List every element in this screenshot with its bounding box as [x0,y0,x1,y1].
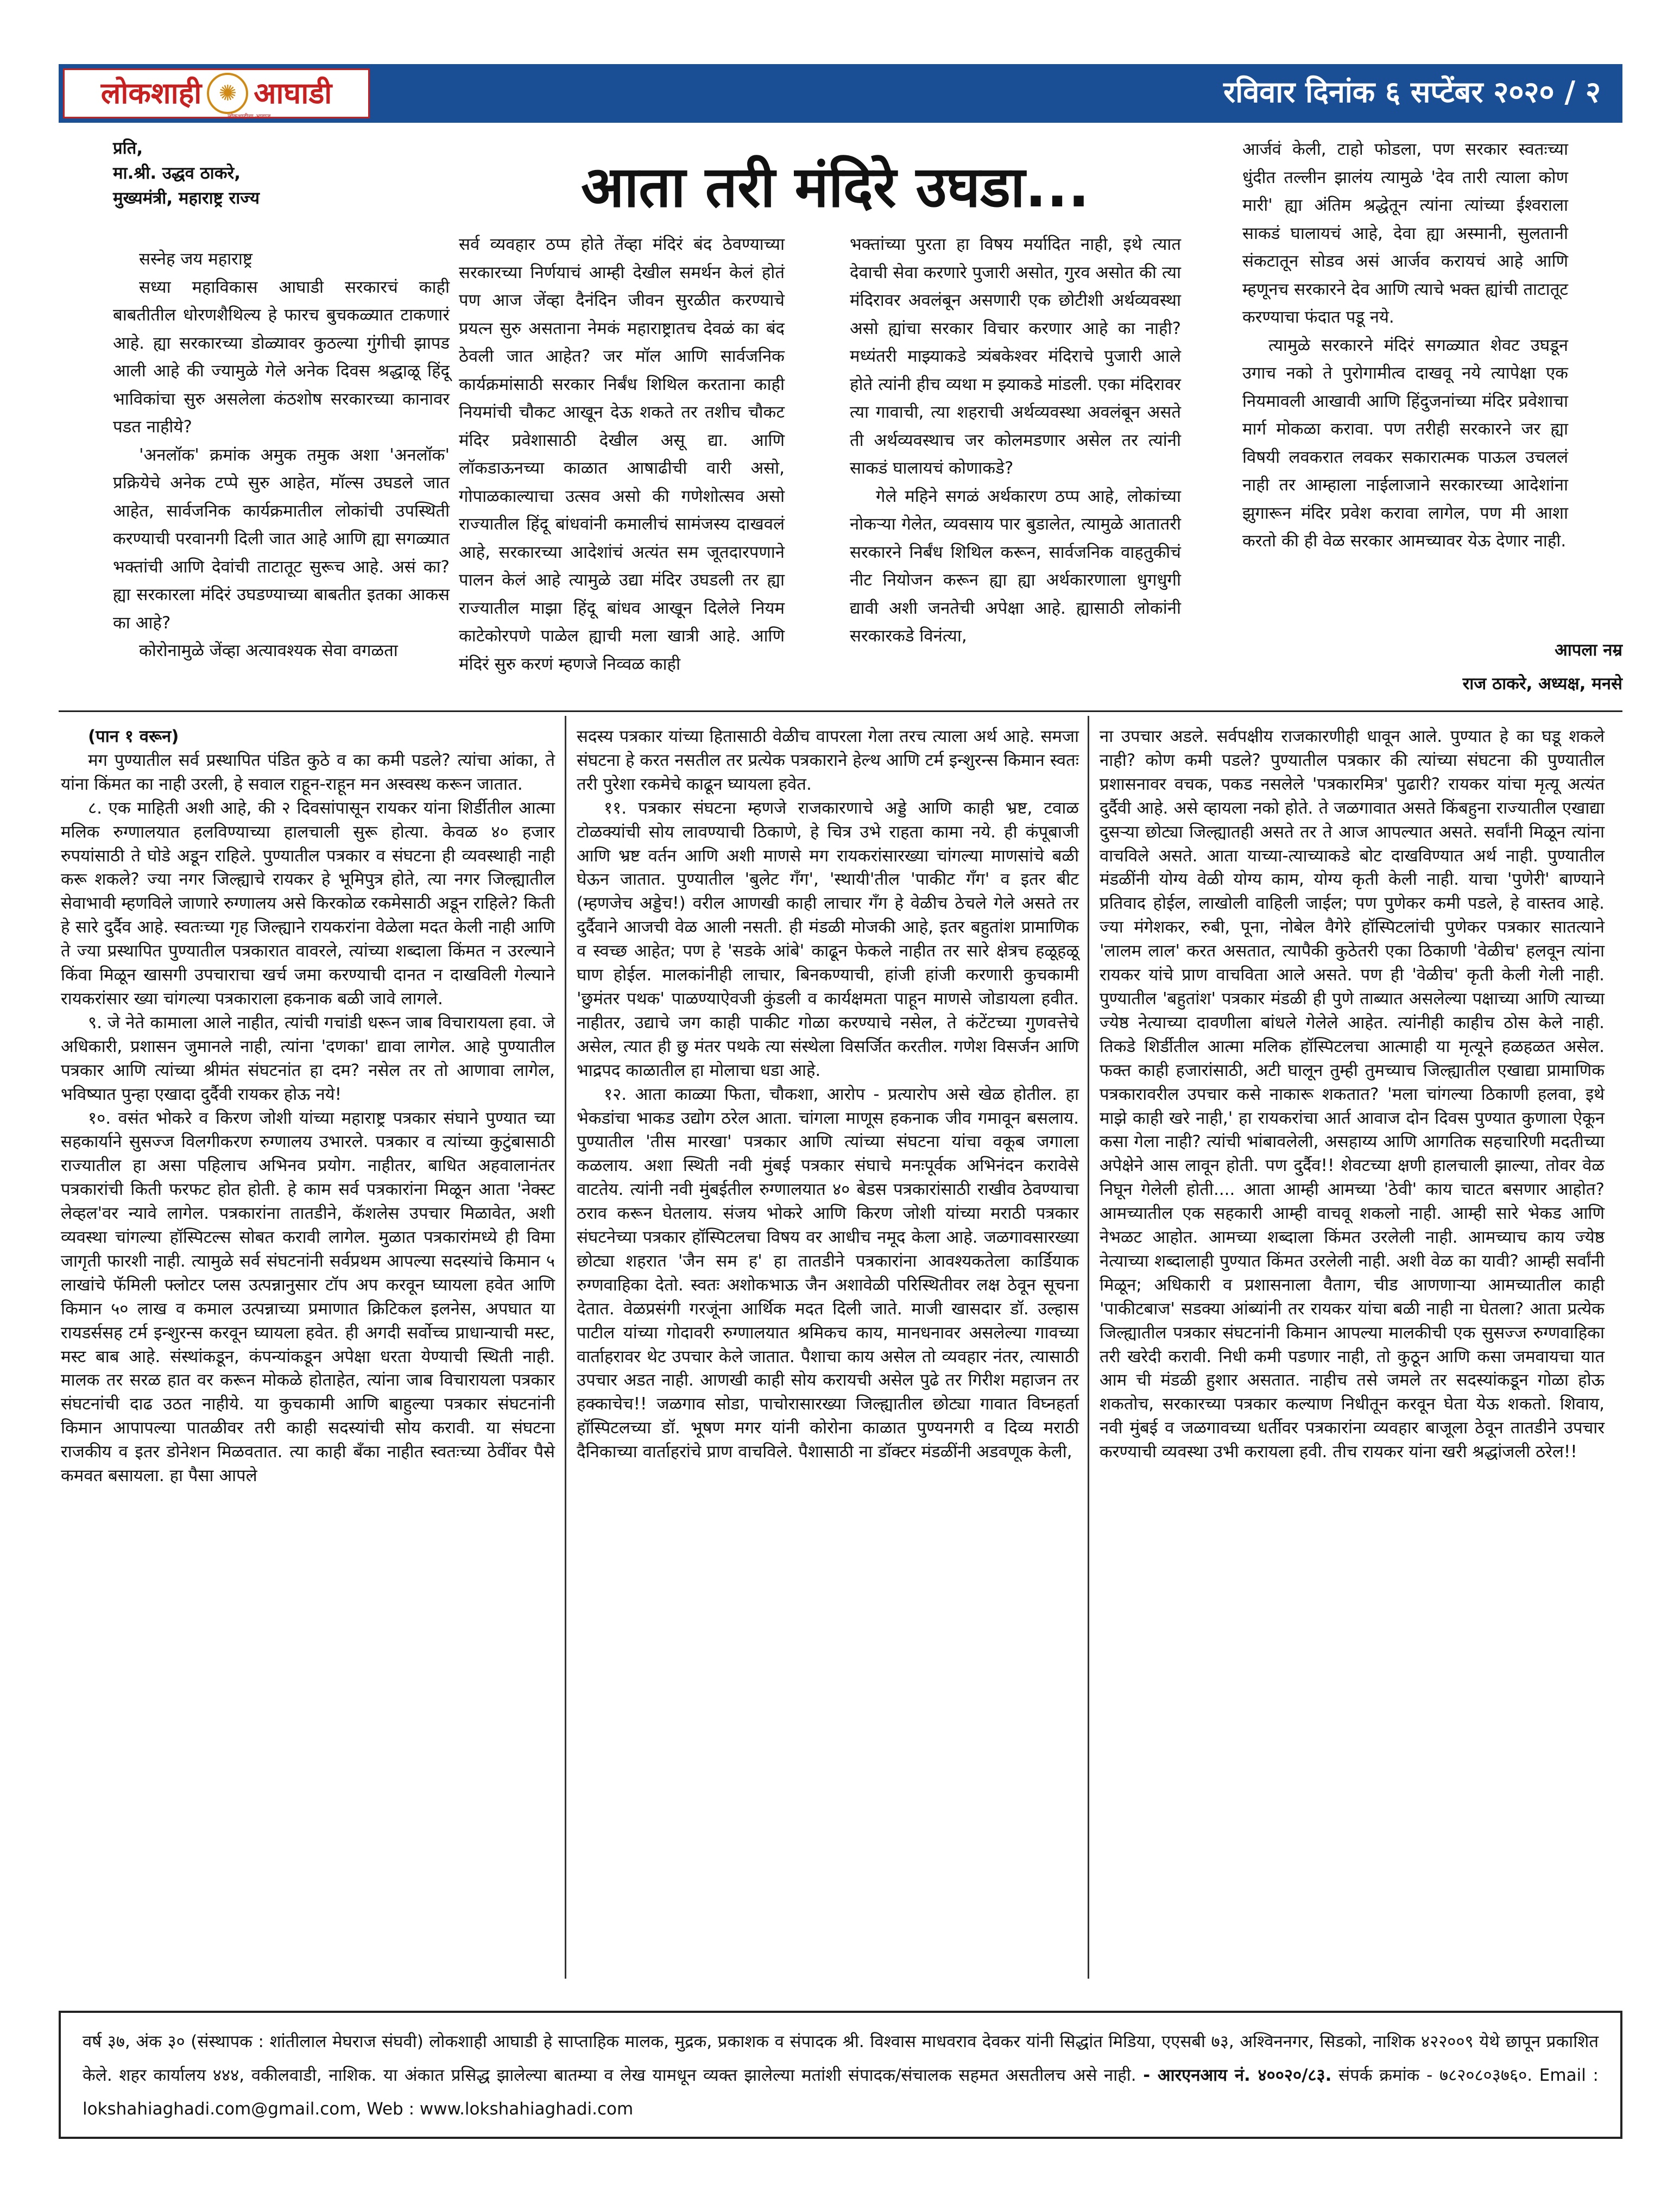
letter-column-3 [850,231,1181,651]
paragraph: ११. पत्रकार संघटना म्हणजे राजकारणाचे अड्डे आणि काही भ्रष्ट, टवाळ टोळक्यांची सोय लावण्याची ठिकाणे, हे चित्र उभे राहता कामा नये. ही कंपूबाजी आणि भ्रष्ट वर्तन आणि अशी माणसे मग रायकरांसारख्या चांगल्या माणसांचे बळी घेऊन जातात. पुण्यातील 'बुलेट गँग', 'स्थायी'तील 'पाकीट गँग' व इतर बीट (म्हणजेच अड्डेच!) वरील आणखी काही लाचार गँग हे वेळीच ठेचले गेले असते तर दुर्दैवाने आजची वेळ आली नसती. ही मंडळी मोजकी आहे, इतर बहुतांश प्रामाणिक व स्वच्छ आहेत; पण हे 'सडके आंबे' काढून फेकले नाहीत तर सारे क्षेत्रच हळूहळू घाण होईल. मालकांनीही लाचार, बिनकण्याची, हांजी हांजी करणारी कुचकामी 'छुमंतर पथक' पाळण्याऐवजी कुंडली व कार्यक्षमता पाहून माणसे जोडायला हवीत. नाहीतर, उद्याचे जग काही पाकीट गोळा करण्याचे नसेल, ते कंटेंटच्या गुणवत्तेचे असेल, त्यात ही छु मंतर पथके त्या संस्थेला विसर्जित करतील. गणेश विसर्जन आणि भाद्रपद काळातील हा मोलाचा धडा आहे. [577,798,1079,1080]
article-column-2 [577,725,1079,1464]
column-divider [565,716,566,1979]
rni-number: - आरएनआय नं. ४००२०/८३. [1143,2066,1332,2085]
paragraph: भक्तांच्या पुरता हा विषय मर्यादित नाही, इथे त्यात देवाची सेवा करणारे पुजारी असोत, गुरव असोत की त्या मंदिरावर अवलंबून असणारी एक छोटीशी अर्थव्यवस्था असो ह्यांचा सरकार विचार करणार आहे का नाही? मध्यंतरी माझ्याकडे त्र्यंबकेश्वर मंदिराचे पुजारी आले होते त्यांनी हीच व्यथा म झ्याकडे मांडली. एका मंदिरावर त्या गावाची, त्या शहराची अर्थव्यवस्था अवलंबून असते ती अर्थव्यवस्थाच जर कोलमडणार असेल तर त्यांनी साकडं घालायचं कोणाकडे? [850,235,1181,478]
paragraph: सर्व व्यवहार ठप्प होते तेंव्हा मंदिरं बंद ठेवण्याच्या सरकारच्या निर्णयाचं आम्ही देखील समर्थन केलं होतं पण आज जेंव्हा दैनंदिन जीवन सुरळीत करण्याचे प्रयत्न सुरु असताना नेमकं महाराष्ट्रातच देवळं का बंद ठेवली जात आहेत? जर मॉल आणि सार्वजनिक कार्यक्रमांसाठी सरकार निर्बंध शिथिल करताना काही नियमांची चौकट आखून देऊ शकते तर तशीच चौकट मंदिर प्रवेशासाठी देखील असू द्या. आणि लॉकडाऊनच्या काळात आषाढीची वारी असो, गोपाळकाल्याचा उत्सव असो की गणेशोत्सव असो राज्यातील हिंदू बांधवांनी कमालीचं सामंजस्य दाखवलं आहे, सरकारच्या आदेशांचं अत्यंत सम जूतदारपणाने पालन केलं आहे त्यामुळे उद्या मंदिर उघडली तर ह्या राज्यातील माझा हिंदू बांधव आखून दिलेले नियम काटेकोरपणे पाळेल ह्याची मला खात्री आहे. आणि मंदिरं सुरु करणं म्हणजे निव्वळ काही [459,235,785,674]
paragraph: ८. एक माहिती अशी आहे, की २ दिवसांपासून रायकर यांना शिर्डीतील आत्मा मलिक रुग्णालयात हलविण्याच्या हालचाली सुरू होत्या. केवळ ४० हजार रुपयांसाठी ते घोडे अडून राहिले. पुण्यातील पत्रकार व संघटना ही व्यवस्थाही नाही करू शकले? ज्या नगर जिल्ह्याचे रायकर हे भूमिपुत्र होते, त्या नगर जिल्ह्यातील सेवाभावी म्हणविले जाणारे रुग्णालय असे किरकोळ रकमेसाठी अडून राहिले? किती हे सारे दुर्दैव आहे. स्वतःच्या गृह जिल्ह्याने रायकरांना वेळेला मदत केली नाही आणि ते ज्या प्रस्थापित पुण्यातील पत्रकारात वावरले, त्यांच्या शब्दाला किंमत न उरल्याने किंवा मिळून खासगी उपचाराचा खर्च जमा करण्याची दानत न दाखविली गेल्याने रायकरांसार ख्या चांगल्या पत्रकाराला हकनाक बळी जावे लागले. [61,798,555,1009]
newspaper-logo [63,68,370,118]
section-divider [59,710,1622,712]
imprint-text: वर्ष ३७, अंक ३० (संस्थापक : शांतीलाल मेघराज संघवी) लोकशाही आघाडी हे साप्ताहिक मालक, मुद्रक, प्रकाशक व संपादक श्री. विश्वास माधवराव देवकर यांनी सिद्धांत मिडिया, एएसबी ७३, अश्विननगर, सिडको, नाशिक ४२२००९ येथे छापून प्रकाशित केले. शहर कार्यालय ४४४, वकीलवाडी, नाशिक. या अंकात प्रसिद्ध झालेल्या बातम्या व लेख यामधून व्यक्त झालेल्या मतांशी संपादक/संचालक सहमत असतीलच असे नाही. [83,2032,1599,2085]
paragraph: ९. जे नेते कामाला आले नाहीत, त्यांची गचांडी धरून जाब विचारायला हवा. जे अधिकारी, प्रशासन जुमानले नाही, त्यांना 'दणका' द्यावा लागेल. आहे पुण्यातील पत्रकार आणि त्यांच्या श्रीमंत संघटनांत हा दम? नसेल तर तो आणावा लागेल, भविष्यात पुन्हा एखादा दुर्दैवी रायकर होऊ नये! [61,1012,555,1104]
paragraph: कोरोनामुळे जेंव्हा अत्यावश्यक सेवा वगळता [139,641,398,660]
paragraph: आर्जवं केली, टाहो फोडला, पण सरकार स्वतःच्या धुंदीत तल्लीन झालंय त्यामुळे 'देव तारी त्याला कोण मारी' ह्या अंतिम श्रद्धेतून त्यांना त्यांच्या ईश्वराला साकडं घालायचं आहे, देवा ह्या अस्मानी, सुलतानी संकटातून सोडव असं आर्जव करायचं आहे आणि म्हणूनच सरकारने देव आणि त्याचे भक्त ह्यांची ताटातूट करण्याचा फंदात पडू नये. [1242,140,1568,327]
contact-info: संपर्क क्रमांक - ७८२०८०३७६०. Email : lokshahiaghadi.com@gmail.com, Web : www.lokshahiaghadi.com [83,2066,1599,2119]
address-line: मा.श्री. उद्धव ठाकरे, [113,163,241,183]
paragraph: १२. आता काळ्या फिता, चौकशा, आरोप - प्रत्यारोप असे खेळ होतील. हा भेकडांचा भाकड उद्योग ठरेल आता. चांगला माणूस हकनाक जीव गमावून बसलाय. पुण्यातील 'तीस मारखा' पत्रकार आणि त्यांच्या संघटना यांचा वकूब जगाला कळलाय. अशा स्थिती नवी मुंबई पत्रकार संघाचे मनःपूर्वक अभिनंदन करावेसे वाटतेय. त्यांनी नवी मुंबईतील रुग्णालयात ४० बेडस पत्रकारांसाठी राखीव ठेवण्याचा ठराव करून घेतलाय. संजय भोकरे आणि किरण जोशी यांच्या मराठी पत्रकार संघटनेच्या पत्रकार हॉस्पिटलचा विषय वर आधीच नमूद केला आहे. जळगावसारख्या छोट्या शहरात 'जैन सम ह' हा तातडीने पत्रकारांना आवश्यकतेला कार्डियाक रुग्णवाहिका देतो. स्वतः अशोकभाऊ जैन अशावेळी परिस्थितीवर लक्ष ठेवून सूचना देतात. वेळप्रसंगी गरजूंना आर्थिक मदत दिली जाते. माजी खासदार डॉ. उल्हास पाटील यांच्या गोदावरी रुग्णालयात श्रमिकच काय, मानधनावर असलेल्या गावच्या वार्ताहरावर थेट उपचार केले जातात. पैशाचा काय असेल तो व्यवहार नंतर, त्यासाठी उपचार अडत नाही. आणखी काही सोय करायची असेल पुढे तर गिरीश महाजन तर हक्काचेच!! जळगाव सोडा, पाचोरासारख्या जिल्ह्यातील छोट्या गावात विघ्नहर्ता हॉस्पिटलच्या डॉ. भूषण मगर यांनी कोरोना काळात पुण्यनगरी व दिव्य मराठी दैनिकाच्या वार्ताहरांचे प्राण वाचविले. पैशासाठी ना डॉक्टर मंडळींनी अडवणूक केली, [577,1084,1079,1462]
logo-word-right: आघाडी [254,76,332,110]
paragraph: सध्या महाविकास आघाडी सरकारचं काही बाबतीतील धोरणशैथिल्य हे फारच बुचकळ्यात टाकणारं आहे. ह्या सरकारच्या डोळ्यावर कुठल्या गुंगीची झापड आली आहे की ज्यामुळे गेले अनेक दिवस श्रद्धाळू हिंदू भाविकांचा सुरु असलेला कंठशोष सरकारच्या कानावर पडत नाहीये? [113,277,450,437]
logo-word-left: लोकशाही [100,76,202,110]
paragraph: १०. वसंत भोकरे व किरण जोशी यांच्या महाराष्ट्र पत्रकार संघाने पुण्यात च्या सहकार्याने सुसज्ज विलगीकरण रुग्णालय उभारले. पत्रकार व त्यांच्या कुटुंबासाठी राज्यातील हा असा पहिलाच अभिनव प्रयोग. नाहीतर, बाधित अहवालानंतर पत्रकारांची किती फरफट होत होती. हे काम सर्व पत्रकारांना मिळून आता 'नेक्स्ट लेव्हल'वर न्यावे लागेल. पत्रकारांना तातडीने, कॅशलेस उपचार मिळावेत, अशी व्यवस्था चांगल्या हॉस्पिटल्स सोबत करावी लागेल. मुळात पत्रकारांमध्ये ही विमा जागृती फारशी नाही. त्यामुळे सर्व संघटनांनी सर्वप्रथम आपल्या सदस्यांचे किमान ५ लाखांचे फॅमिली फ्लोटर प्लस उत्पन्नानुसार टॉप अप करवून घ्यायला हवेत आणि किमान ५० लाख व कमाल उत्पन्नाच्या प्रमाणात क्रिटिकल इलनेस, अपघात या रायडर्ससह टर्म इन्शुरन्स करवून घ्यायला हवेत. ही अगदी सर्वोच्च प्राधान्याची मस्ट, मस्ट बाब आहे. संस्थांकडून, कंपन्यांकडून अपेक्षा धरता येण्याची स्थिती नाही. मालक तर सरळ हात वर करून मोकळे होताहेत, त्यांना जाब विचारायला पत्रकार संघटनांची दाढ उठत नाहीये. या कुचकामी आणि बाहुल्या पत्रकार संघटनांनी किमान आपापल्या पातळीवर तरी काही सदस्यांची सोय करावी. या संघटना राजकीय व इतर डोनेशन मिळवतात. त्या काही बँका नाहीत स्वतःच्या ठेवींवर पैसे कमवत बसायला. हा पैसा आपले [61,1108,555,1486]
logo-tagline: लोकशाहीचा आवाज [228,113,271,120]
issue-date-page: रविवार दिनांक ६ सप्टेंबर २०२० / २ [1223,75,1601,109]
address-line: मुख्यमंत्री, महाराष्ट्र राज्य [113,188,260,208]
masthead [59,64,1622,123]
paragraph: त्यामुळे सरकारने मंदिरं सगळ्यात शेवट उघडून उगाच नको ते पुरोगामीत्व दाखवू नये त्यापेक्षा एक नियमावली आखावी आणि हिंदुजनांच्या मंदिर प्रवेशाचा मार्ग मोकळा करावा. पण तरीही सरकारने जर ह्या विषयी लवकरात लवकर सकारात्मक पाऊल उचललं नाही तर आम्हाला नाईलाजाने सरकारच्या आदेशांना झुगारून मंदिर प्रवेश करावा लागेल, पण मी आशा करतो की ही वेळ सरकार आमच्यावर येऊ देणार नाही. [1242,335,1568,551]
imprint-box [59,2011,1622,2139]
paragraph: मग पुण्यातील सर्व प्रस्थापित पंडित कुठे व का कमी पडले? त्यांचा आंका, ते यांना किंमत का नाही उरली, हे सवाल राहून-राहून मन अस्वस्थ करून जातात. [61,750,555,794]
continued-from-label: (पान १ वरून) [88,727,179,746]
signoff: आपला नम्र [1555,640,1622,660]
article-column-1 [61,725,555,1488]
address-line: प्रति, [113,139,143,158]
letter-column-2 [459,231,785,678]
letter-headline: आता तरी मंदिरे उघडा... [581,154,1090,220]
paragraph: 'अनलॉक' क्रमांक अमुक तमुक अशा 'अनलॉक' प्रक्रियेचे अनेक टप्पे सुरु आहेत, मॉल्स उघडले जात आहेत, सार्वजनिक कार्यक्रमातील लोकांची उपस्थिती करण्याची परवानगी दिली जात आहे आणि ह्या सगळ्यात भक्तांची आणि देवांची ताटातूट सुरूच आहे. असं का? ह्या सरकारला मंदिरं उघडण्याच्या बाबतीत इतका आकस का आहे? [113,445,450,633]
paragraph: ना उपचार अडले. सर्वपक्षीय राजकारणीही धावून आले. पुण्यात हे का घडू शकले नाही? कोण कमी पडले? पुण्यातील पत्रकार की त्यांच्या संघटना की पुण्यातील प्रशासनावर वचक, पकड नसलेले 'पत्रकारमित्र' पुढारी? रायकर यांचा मृत्यू अत्यंत दुर्दैवी आहे. असे व्हायला नको होते. ते जळगावात असते किंबहुना राज्यातील एखाद्या दुसऱ्या छोट्या जिल्ह्यातही असते तर ते आज आपल्यात असते. सर्वांनी मिळून त्यांना वाचविले असते. आता याच्या-त्याच्याकडे बोट दाखविण्यात अर्थ नाही. पुण्यातील मंडळींनी योग्य वेळी योग्य काम, योग्य कृती केली नाही. याचा 'पुणेरी' बाण्याने प्रतिवाद होईल, लाखोली वाहिली जाईल; पण पुणेकर कमी पडले, हे वास्तव आहे. ज्या मंगेशकर, रुबी, पूना, नोबेल वैगेरे हॉस्पिटलांची पुणेकर पत्रकार सातत्याने 'लालम लाल' करत असतात, त्यापैकी कुठेतरी एका ठिकाणी 'वेळीच' हलवून त्यांना रायकर यांचे प्राण वाचविता आले असते. पण ही 'वेळीच' कृती केली गेली नाही. पुण्यातील 'बहुतांश' पत्रकार मंडळी ही पुणे ताब्यात असलेल्या पक्षाच्या आणि त्याच्या ज्येष्ठ नेत्याच्या दावणीला बांधले गेलेले आहेत. त्यांनीही काहीच ठोस केले नाही. तिकडे शिर्डीतील आत्मा मलिक हॉस्पिटलचा आत्माही या मृत्यूने हळहळत असेल. फक्त काही हजारांसाठी, अटी घालून तुम्ही तुमच्याच जिल्ह्यातील एखाद्या प्रामाणिक पत्रकारावरील उपचार कसे नाकारू शकतात? 'मला चांगल्या ठिकाणी हलवा, इथे माझे काही खरे नाही,' हा रायकरांचा आर्त आवाज दोन दिवस पुण्यात कुणाला ऐकून कसा गेला नाही? त्यांची भांबावलेली, असहाय्य आणि आगतिक सहचारिणी मदतीच्या अपेक्षेने आस लावून होती. पण दुर्दैव!! शेवटच्या क्षणी हालचाली झाल्या, तोवर वेळ निघून गेलेली होती.... आता आम्ही आमच्या 'ठेवी' काय चाटत बसणार आहोत? आमच्यातील एक सहकारी आम्ही वाचवू शकलो नाही. आम्ही सारे भेकड आणि नेभळट आहोत. आमच्या शब्दाला किंमत उरलेली नाही. आमच्याच काय ज्येष्ठ नेत्याच्या शब्दालाही पुण्यात किंमत उरलेली नाही. अशी वेळ का यावी? आम्ही सर्वांनी मिळून; अधिकारी व प्रशासनाला वैताग, चीड आणणाऱ्या आमच्यातील काही 'पाकीटबाज' सडक्या आंब्यांनी तर रायकर यांचा बळी नाही ना घेतला? आता प्रत्येक जिल्ह्यातील पत्रकार संघटनांनी किमान आपल्या मालकीची एक सुसज्ज रुग्णवाहिका तरी खरेदी करावी. निधी कमी पडणार नाही, तो कुठून आणि कसा जमवायचा यात आम ची मंडळी हुशार असतात. नाहीच तसे जमले तर सदस्यांकडून गोळा होऊ शकतोच, सरकारच्या पत्रकार कल्याण निधीतून करवून घेता येऊ शकतो. शिवाय, नवी मुंबई व जळगावच्या धर्तीवर पत्रकारांना व्यवहार बाजूला ठेवून तातडीने उपचार करण्याची व्यवस्था उभी करायला हवी. तीच रायकर यांना खरी श्रद्धांजली ठरेल!! [1100,727,1605,1462]
column-divider [1088,716,1089,1979]
paragraph: सस्नेह जय महाराष्ट्र [139,249,252,269]
paragraph: गेले महिने सगळं अर्थकारण ठप्प आहे, लोकांच्या नोकऱ्या गेलेत, व्यवसाय पार बुडालेत, त्यामुळे आतातरी सरकारने निर्बंध शिथिल करून, सार्वजनिक वाहतुकीचं नीट नियोजन करून ह्या ह्या अर्थकारणाला धुगधुगी द्यावी अशी जनतेची अपेक्षा आहे. ह्यासाठी लोकांनी सरकारकडे विनंत्या, [850,486,1181,646]
paragraph: सदस्य पत्रकार यांच्या हितासाठी वेळीच वापरला गेला तरच त्याला अर्थ आहे. समजा संघटना हे करत नसतील तर प्रत्येक पत्रकाराने हेल्थ आणि टर्म इन्शुरन्स किमान स्वतः तरी पुरेशा रकमेचे काढून घ्यायला हवेत. [577,727,1079,794]
signature: राज ठाकरे, अध्यक्ष, मनसे [1462,674,1622,694]
article-column-3 [1100,725,1605,1464]
letter-column-4 [1242,136,1568,556]
sun-emblem-icon: ✺ [207,73,248,114]
letter-column-1 [113,136,450,665]
